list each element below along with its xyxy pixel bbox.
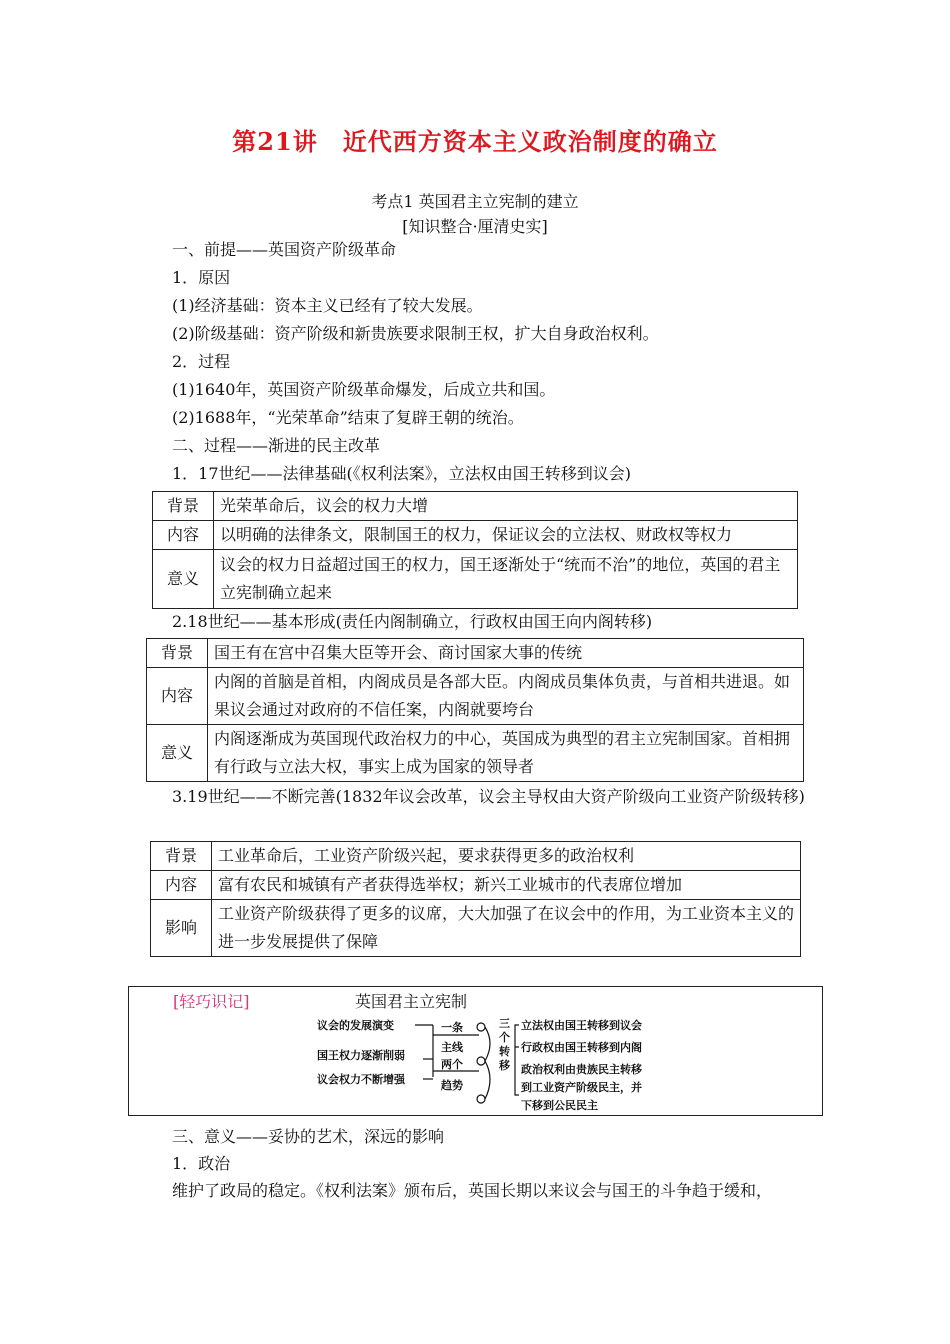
- table-row: [153, 521, 798, 550]
- table-row: [147, 668, 804, 725]
- row-value: 国王有在宫中召集大臣等开会、商讨国家大事的传统: [208, 639, 804, 668]
- table-row: [151, 842, 801, 871]
- diagram-left-1: 议会的发展演变: [317, 1019, 394, 1032]
- table-row: [147, 639, 804, 668]
- row-header: 内容: [151, 871, 212, 900]
- row-header: 意义: [147, 725, 208, 782]
- part1-heading: 一、前提——英国资产阶级革命: [172, 240, 397, 259]
- row-value: 工业资产阶级获得了更多的议席，大大加强了在议会中的作用，为工业资本主义的进一步发展提供了保障: [212, 900, 801, 957]
- diagram-left-3: 议会权力不断增强: [317, 1073, 405, 1086]
- part3-heading: 三、意义——妥协的艺术，深远的影响: [172, 1127, 445, 1146]
- diagram-vertical-4: 移: [499, 1059, 510, 1072]
- row-value: 富有农民和城镇有产者获得选举权；新兴工业城市的代表席位增加: [212, 871, 801, 900]
- stage2-table: [146, 638, 804, 782]
- row-header: 背景: [151, 842, 212, 871]
- diagram-mid-2a: 两个: [441, 1058, 463, 1071]
- row-value: 议会的权力日益超过国王的权力，国王逐渐处于“统而不治”的地位，英国的君主立宪制确立起来: [214, 550, 798, 609]
- subsection-heading: [知识整合·厘清史实]: [402, 217, 548, 236]
- part1-cause-b: (2)阶级基础：资产阶级和新贵族要求限制王权，扩大自身政治权利。: [172, 324, 659, 343]
- part2-heading: 二、过程——渐进的民主改革: [172, 436, 381, 455]
- row-header: 意义: [153, 550, 214, 609]
- diagram-right-1: 立法权由国王转移到议会: [521, 1019, 642, 1032]
- row-header: 内容: [153, 521, 214, 550]
- memo-tag: [轻巧识记]: [173, 992, 250, 1011]
- part1-cause: 1．原因: [172, 268, 231, 287]
- row-value: 光荣革命后，议会的权力大增: [214, 492, 798, 521]
- node-circle: [477, 1057, 485, 1065]
- bracket: [515, 1025, 519, 1095]
- stage3-heading: 3.19世纪——不断完善(1832年议会改革，议会主导权由大资产阶级向工业资产阶级转移): [172, 787, 805, 806]
- connector-curve: [485, 1027, 490, 1099]
- node-circle: [477, 1023, 485, 1031]
- table-row: [153, 550, 798, 609]
- stage3-table: [150, 841, 801, 957]
- stage1-table: [152, 491, 798, 609]
- diagram-right-3a: 政治权利由贵族民主转移: [521, 1063, 642, 1076]
- table-row: [147, 725, 804, 782]
- diagram-vertical-2: 个: [499, 1031, 510, 1044]
- diagram-right-2: 行政权由国王转移到内阁: [521, 1041, 642, 1054]
- row-value: 内阁逐渐成为英国现代政治权力的中心，英国成为典型的君主立宪制国家。首相拥有行政与立法大权，事实上成为国家的领导者: [208, 725, 804, 782]
- part1-process: 2．过程: [172, 352, 231, 371]
- row-value: 工业革命后，工业资产阶级兴起，要求获得更多的政治权利: [212, 842, 801, 871]
- row-value: 以明确的法律条文，限制国王的权力，保证议会的立法权、财政权等权力: [214, 521, 798, 550]
- row-value: 内阁的首脑是首相，内阁成员是各部大臣。内阁成员集体负责，与首相共进退。如果议会通过对政府的不信任案，内阁就要垮台: [208, 668, 804, 725]
- diagram-vertical-1: 三: [499, 1017, 510, 1030]
- diagram-left-2: 国王权力逐渐削弱: [317, 1049, 405, 1062]
- node-circle: [477, 1095, 485, 1103]
- diagram-mid-1a: 一条: [441, 1021, 463, 1034]
- part3-politics-a: 维护了政局的稳定。《权利法案》颁布后，英国长期以来议会与国王的斗争趋于缓和，: [172, 1181, 773, 1200]
- part1-cause-a: (1)经济基础：资本主义已经有了较大发展。: [172, 296, 483, 315]
- table-row: [151, 900, 801, 957]
- row-header: 影响: [151, 900, 212, 957]
- row-header: 背景: [147, 639, 208, 668]
- memo-diagram: [309, 1013, 689, 1113]
- row-header: 背景: [153, 492, 214, 521]
- lesson-title: 第21讲 近代西方资本主义政治制度的确立: [232, 127, 718, 156]
- diagram-vertical-3: 转: [499, 1045, 510, 1058]
- row-header: 内容: [147, 668, 208, 725]
- diagram-mid-2b: 趋势: [441, 1079, 463, 1092]
- table-row: [151, 871, 801, 900]
- memo-title: 英国君主立宪制: [355, 992, 468, 1011]
- stage1-heading: 1．17世纪——法律基础(《权利法案》，立法权由国王转移到议会): [172, 464, 632, 483]
- memo-box: [128, 986, 823, 1116]
- diagram-mid-1b: 主线: [441, 1041, 463, 1054]
- section-heading: 考点1 英国君主立宪制的建立: [371, 192, 579, 211]
- stage2-heading: 2.18世纪——基本形成(责任内阁制确立，行政权由国王向内阁转移): [172, 612, 653, 631]
- table-row: [153, 492, 798, 521]
- part1-process-a: (1)1640年，英国资产阶级革命爆发，后成立共和国。: [172, 380, 556, 399]
- part3-politics: 1．政治: [172, 1154, 231, 1173]
- part1-process-b: (2)1688年，“光荣革命”结束了复辟王朝的统治。: [172, 408, 524, 427]
- diagram-right-3b: 到工业资产阶级民主，并: [521, 1081, 642, 1094]
- diagram-right-3c: 下移到公民民主: [521, 1099, 598, 1112]
